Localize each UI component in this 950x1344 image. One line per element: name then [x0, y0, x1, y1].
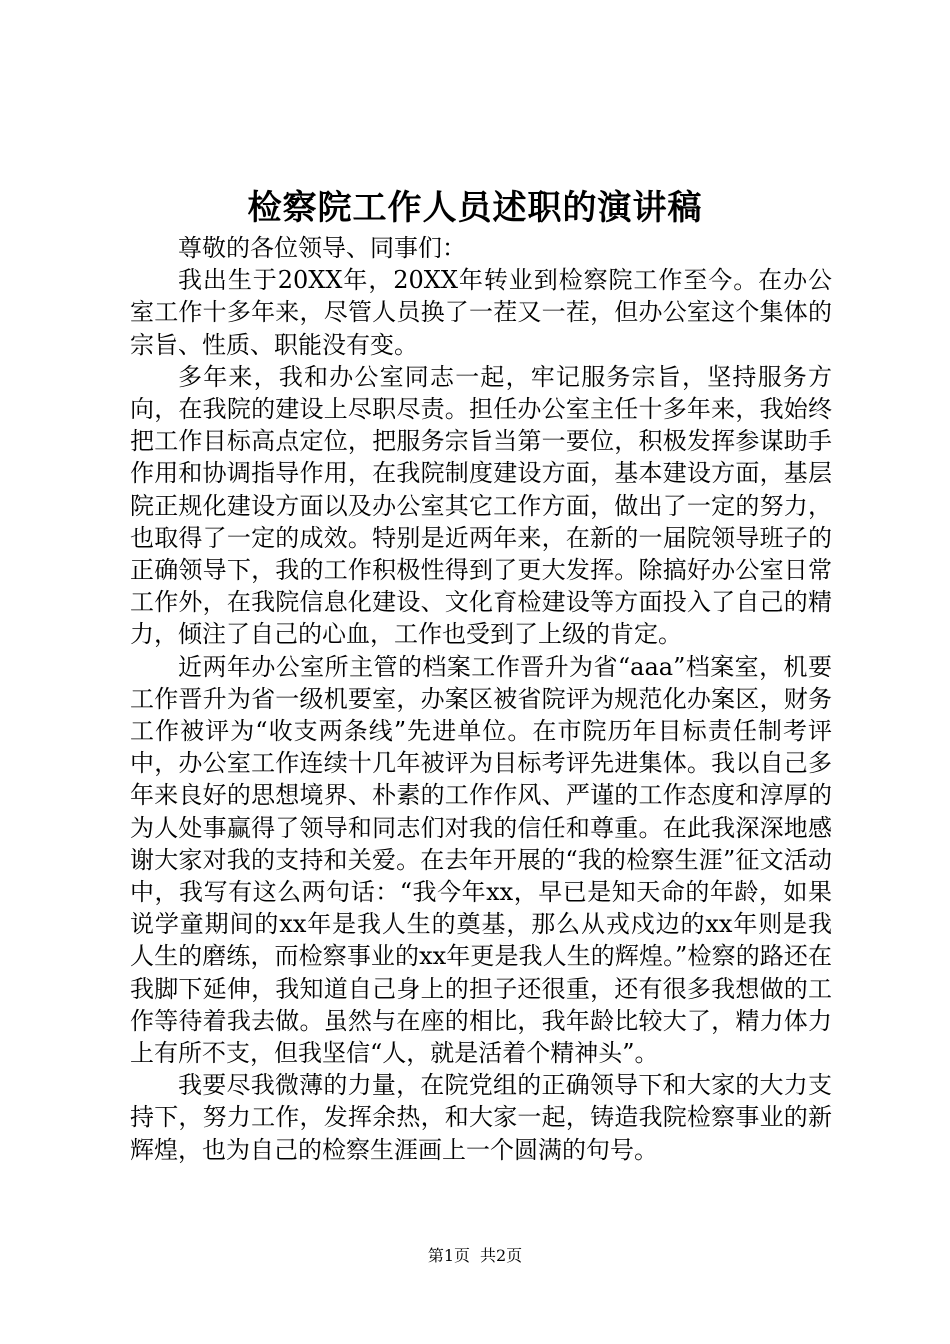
salutation: 尊敬的各位领导、同事们： — [178, 234, 466, 262]
page-number-current: 第1页 — [427, 1246, 470, 1265]
document-title: 检察院工作人员述职的演讲稿 — [247, 188, 703, 228]
paragraph: 近两年办公室所主管的档案工作晋升为省“aaa”档案室，机要工作晋升为省一级机要室，办案区被省院评为规范化办案区，财务工作被评为“收支两条线”先进单位。在市院历年目标责任制考评中，办公室工作连续十几年被评为目标考评先进集体。我以自己多年来良好的思想境界、朴素的工作作风、严谨的工作态度和淳厚的为人处事赢得了领导和同志们对我的信任和尊重。在此我深深地感谢大家对我的支持和关爱。在去年开展的“我的检察生涯”征文活动中，我写有这么两句话：“我今年xx，早已是知天命的年龄，如果说学童期间的xx年是我人生的奠基，那么从戎戍边的xx年则是我人生的磨练，而检察事业的xx年更是我人生的辉煌。”检察的路还在我脚下延伸，我知道自己身上的担子还很重，还有很多我想做的工作等待着我去做。虽然与在座的相比，我年龄比较大了，精力体力上有所不支，但我坚信“人，就是活着个精神头”。 — [130, 652, 832, 1068]
paragraph: 我要尽我微薄的力量，在院党组的正确领导下和大家的大力支持下，努力工作，发挥余热，和大家一起，铸造我院检察事业的新辉煌，也为自己的检察生涯画上一个圆满的句号。 — [130, 1071, 832, 1164]
page-number-total: 共2页 — [480, 1246, 523, 1265]
page-footer — [0, 1244, 950, 1268]
paragraph: 多年来，我和办公室同志一起，牢记服务宗旨，坚持服务方向，在我院的建设上尽职尽责。担任办公室主任十多年来，我始终把工作目标高点定位，把服务宗旨当第一要位，积极发挥参谋助手作用和协调指导作用，在我院制度建设方面，基本建设方面，基层院正规化建设方面以及办公室其它工作方面，做出了一定的努力，也取得了一定的成效。特别是近两年来，在新的一届院领导班子的正确领导下，我的工作积极性得到了更大发挥。除搞好办公室日常工作外，在我院信息化建设、文化育检建设等方面投入了自己的精力，倾注了自己的心血，工作也受到了上级的肯定。 — [130, 362, 832, 649]
document-body — [130, 232, 832, 1166]
paragraph: 我出生于20XX年，20XX年转业到检察院工作至今。在办公室工作十多年来，尽管人员换了一茬又一茬，但办公室这个集体的宗旨、性质、职能没有变。 — [130, 266, 832, 359]
